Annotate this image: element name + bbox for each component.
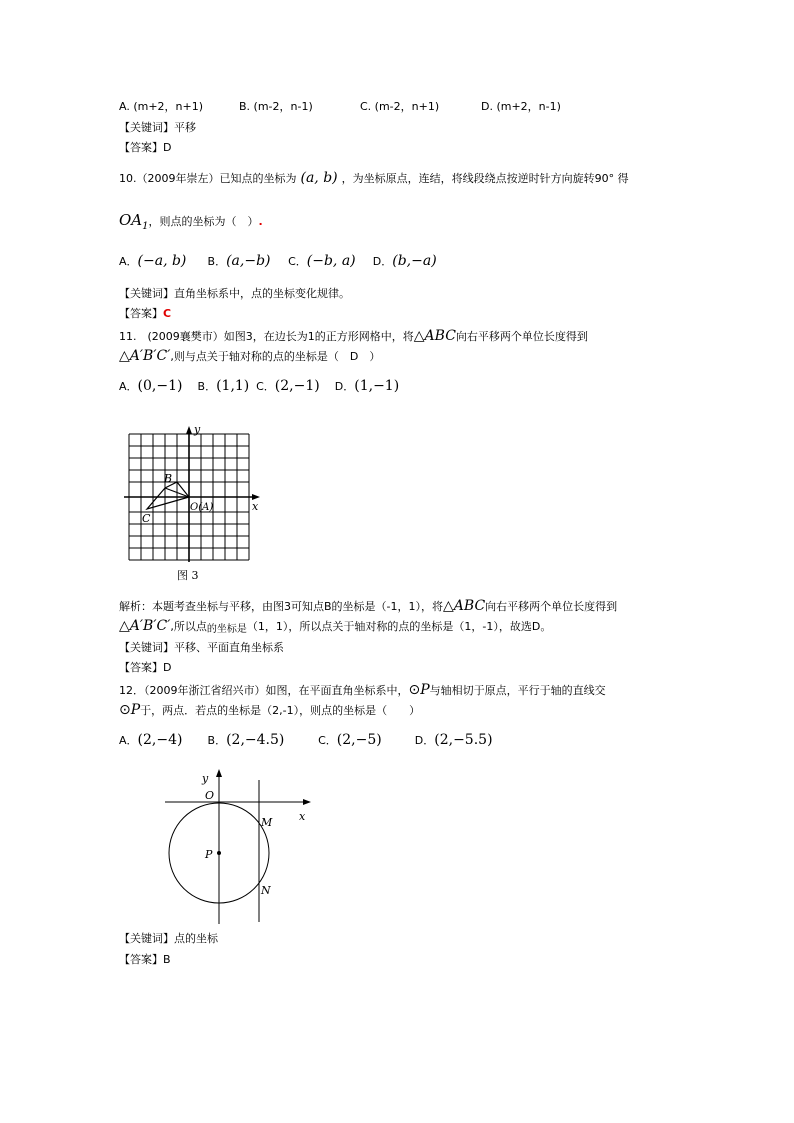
q10-option-a: (−a, b): [137, 253, 187, 269]
axes: [165, 769, 311, 924]
q11-option-b: (1,1): [216, 378, 250, 394]
q12-keyword: 【关键词】点的坐标: [119, 932, 218, 945]
q11-analysis-line2: △A′B′C′,所以点的坐标是（1，1），所以点关于轴对称的点的坐标是（1，-1），故选D。: [119, 618, 552, 635]
q10-option-c: (−b, a): [306, 253, 356, 269]
q10-answer: 【答案】C: [119, 307, 172, 320]
origin-label: O(A): [190, 502, 214, 513]
q11-analysis-line1: 解析：本题考查坐标与平移，由图3可知点B的坐标是（-1，1），将△ABC向右平移两个单位长度得到: [119, 598, 618, 614]
q11-option-d: (1,−1): [354, 378, 400, 394]
point-p-label: P: [205, 848, 213, 861]
q12-answer: 【答案】B: [119, 953, 171, 966]
q9-option-c: C. (m-2，n+1): [360, 100, 440, 113]
q12-option-d: (2,−5.5): [434, 732, 493, 748]
axis-x-label: x: [252, 500, 259, 513]
q10-keyword: 【关键词】直角坐标系中，点的坐标变化规律。: [119, 287, 350, 300]
q12-stem-line2: ⊙P于，两点．若点的坐标是（2,-1），则点的坐标是（ ）: [119, 702, 421, 718]
q9-options: [119, 99, 561, 115]
keyword-text: 平移: [174, 121, 196, 134]
q12-options: A．(2,−4) B．(2,−4.5) C．(2,−5) D．(2,−5.5): [119, 732, 493, 748]
figure-circle-p: [160, 766, 320, 926]
q9-option-a: A. (m+2，n+1): [119, 100, 204, 113]
axis-y-label: y: [194, 423, 201, 436]
point-o-label: O: [205, 789, 215, 802]
q10-oa1: $OA_1$: [119, 211, 149, 232]
answer-text: D: [163, 141, 172, 154]
q10-answer-value: C: [163, 307, 172, 320]
q11-options: A．(0,−1) B．(1,1) C．(2,−1) D．(1,−1): [119, 378, 400, 394]
q10-coord: (a, b): [300, 170, 338, 186]
q12-option-a: (2,−4): [137, 732, 183, 748]
keyword-label: 【关键词】: [119, 121, 174, 134]
q10-options: A．(−a, b) B．(a,−b) C．(−b, a) D．(b,−a): [119, 253, 437, 269]
figure-3-grid: [120, 422, 280, 582]
q9-keyword: [119, 120, 196, 136]
q11-answer: 【答案】D: [119, 661, 172, 674]
q9-option-b: B. (m-2，n-1): [239, 100, 313, 113]
point-n-label: N: [261, 884, 271, 897]
point-m-label: M: [261, 816, 273, 829]
figure-caption: 图 3: [177, 569, 199, 582]
q10-option-d: (b,−a): [392, 253, 437, 269]
point-c-label: C: [142, 512, 151, 525]
axis-y-label: y: [202, 772, 209, 785]
axis-x-label: x: [299, 810, 306, 823]
q9-option-d: D. (m+2，n-1): [481, 100, 561, 113]
q12-option-c: (2,−5): [336, 732, 382, 748]
point-b-label: B: [164, 472, 173, 485]
q9-answer: [119, 140, 171, 156]
q11-stem-line1: 11. (2009襄樊市）如图3，在边长为1的正方形网格中，将△ABC向右平移两个单位长度得到: [119, 328, 588, 344]
answer-label: 【答案】: [119, 141, 163, 154]
q10-stem-line1: 10.（2009年崇左）已知点的坐标为 (a, b) ，为坐标原点，连结，将线段绕点按逆时针方向旋转90° 得: [119, 170, 629, 186]
q11-keyword: 【关键词】平移、平面直角坐标系: [119, 641, 284, 654]
q10-option-b: (a,−b): [226, 253, 271, 269]
q11-option-c: (2,−1): [274, 378, 320, 394]
center-p-dot: [217, 851, 221, 855]
q11-stem-line2: △A′B′C′,则与点关于轴对称的点的坐标是（ D ）: [119, 348, 381, 364]
q10-stem-line2: $OA_1$，则点的坐标为（ ）.: [119, 211, 263, 232]
q12-option-b: (2,−4.5): [226, 732, 285, 748]
q11-option-a: (0,−1): [137, 378, 183, 394]
q12-stem-line1: 12．（2009年浙江省绍兴市）如图，在平面直角坐标系中，⊙P与轴相切于原点，平行于轴的直线交: [119, 682, 606, 698]
